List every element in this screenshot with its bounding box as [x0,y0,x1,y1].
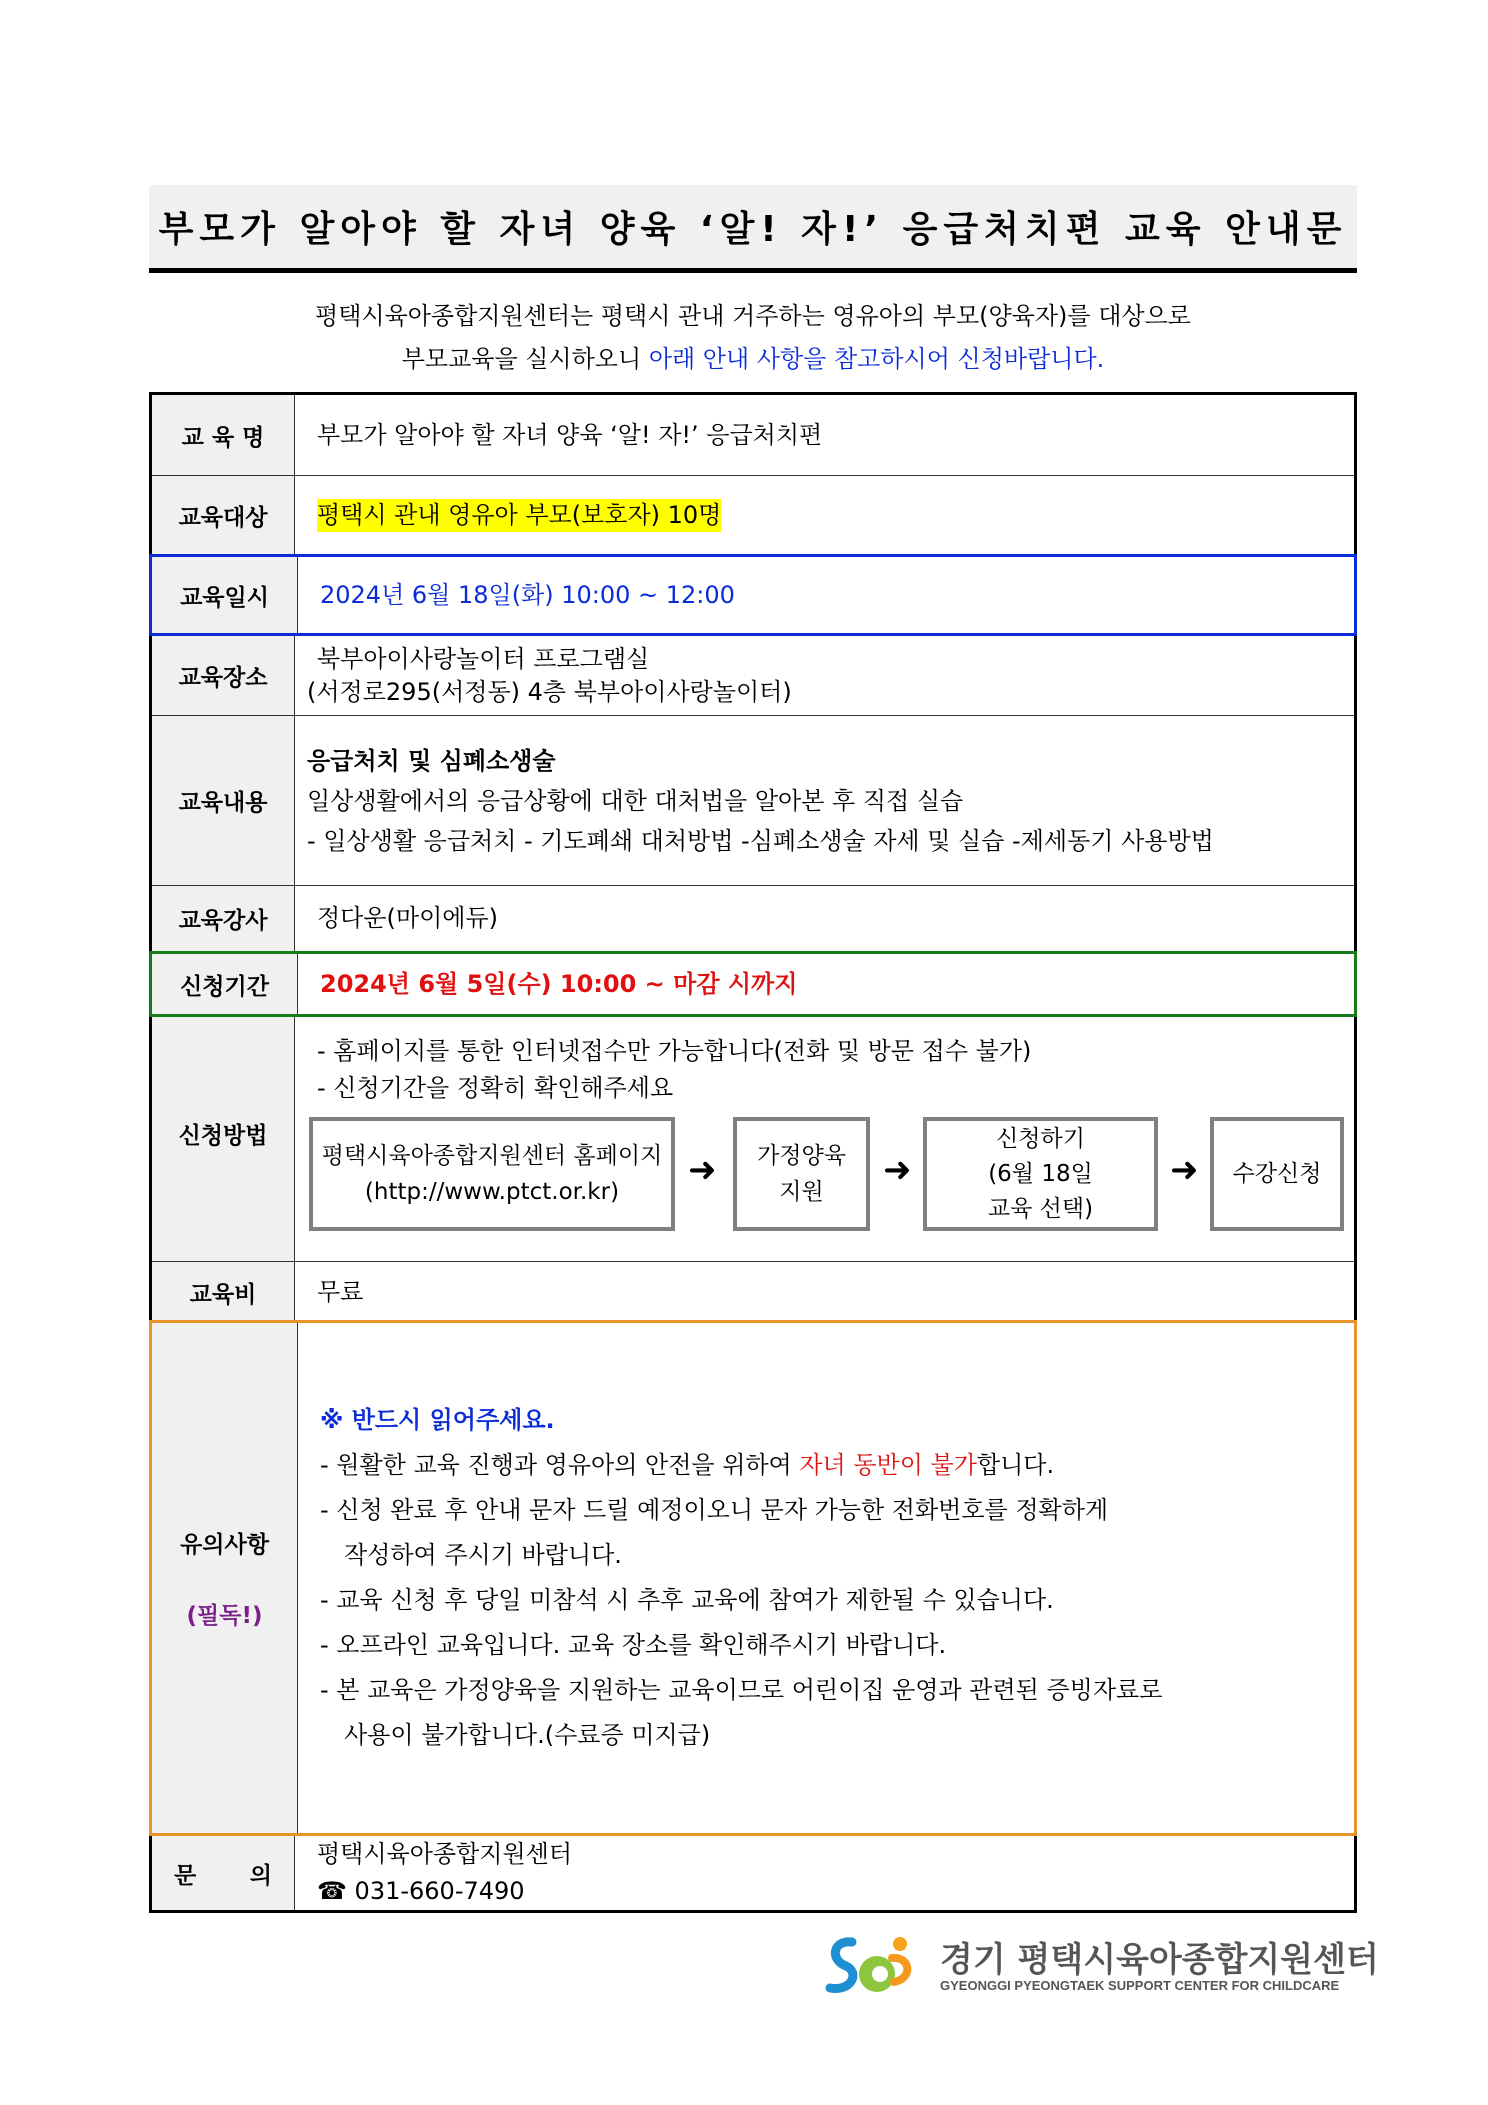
intro-highlight: 아래 안내 사항을 참고하시어 신청바랍니다. [648,345,1105,373]
step-apply [923,1117,1158,1231]
intro-line-2 [149,339,1357,374]
arrow-right-icon: ➜ [688,1150,717,1190]
method-line-1: - 홈페이지를 통한 인터넷접수만 가능합니다(전화 및 방문 접수 불가) [317,1037,1032,1065]
content-line-2: - 일상생활 응급처치 - 기도폐쇄 대처방법 -심폐소생술 자세 및 실습 -제세동기 사용방법 [307,826,1214,855]
row-value [295,476,1354,555]
note-2-cont: 작성하여 주시기 바랍니다. [344,1541,622,1569]
row-value: 무료 [317,1277,364,1306]
row-name [152,395,1354,476]
method-line-2: - 신청기간을 정확히 확인해주세요 [317,1074,674,1102]
row-value: 2024년 6월 5일(수) 10:00 ~ 마감 시까지 [320,969,798,998]
row-label: 신청기간 [152,954,298,1014]
row-method [152,1017,1354,1262]
step-text: 신청하기 [996,1125,1085,1152]
notes-heading: ※ 반드시 읽어주세요. [320,1406,555,1434]
step-text: 수강신청 [1232,1161,1322,1187]
row-label: 교육일시 [152,557,298,633]
contact-label-part: 문 [174,1862,197,1889]
row-label [152,1836,295,1910]
content-line-1: 일상생활에서의 응급상황에 대한 대처법을 알아본 후 직접 실습 [307,786,964,815]
step-register [1210,1117,1344,1231]
arrow-right-icon: ➜ [883,1150,912,1190]
row-label: 교육대상 [152,476,295,555]
row-contact [152,1836,1354,1910]
step-homepage [309,1117,675,1231]
row-value [295,636,1354,715]
content-heading: 응급처치 및 심폐소생술 [307,746,556,775]
row-value: 정다운(마이에듀) [317,904,499,932]
row-value: 2024년 6월 18일(화) 10:00 ~ 12:00 [320,580,735,609]
row-value [295,716,1354,885]
note-5-cont: 사용이 불가합니다.(수료증 미지급) [344,1721,711,1749]
phone-icon: ☎ [317,1877,347,1905]
row-value [298,1323,1354,1833]
place-line-2: (서정로295(서정동) 4층 북부아이사랑놀이터) [307,677,792,706]
contact-org: 평택시육아종합지원센터 [317,1840,573,1868]
notes-sublabel: (필독!) [186,1603,263,1629]
row-content [152,716,1354,886]
step-text: (6월 18일 [988,1160,1093,1187]
row-instructor [152,886,1354,952]
row-label: 교육강사 [152,886,295,951]
note-3: - 교육 신청 후 당일 미참석 시 추후 교육에 참여가 제한될 수 있습니다. [320,1586,1054,1614]
arrow-right-icon: ➜ [1170,1150,1199,1190]
note-1 [320,1443,1354,1488]
target-value: 평택시 관내 영유아 부모(보호자) 10명 [317,499,721,532]
note-2: - 신청 완료 후 안내 문자 드릴 예정이오니 문자 가능한 전화번호를 정확하게 [320,1496,1109,1524]
logo-title: 경기 평택시육아종합지원센터 [940,1940,1379,1980]
row-fee [152,1262,1354,1323]
note-4: - 오프라인 교육입니다. 교육 장소를 확인해주시기 바랍니다. [320,1631,947,1659]
row-value [295,1017,1354,1261]
center-logo [822,1930,1379,2005]
row-value [295,1836,1354,1910]
note-text: 합니다. [976,1451,1055,1479]
intro-line-1: 평택시육아종합지원센터는 평택시 관내 거주하는 영유아의 부모(양육자)를 대상으로 [315,302,1191,330]
row-value: 부모가 알아야 할 자녀 양육 ‘알! 자!’ 응급처치편 [317,420,823,449]
row-period [149,951,1357,1017]
phone-number: 031-660-7490 [354,1877,525,1905]
row-place [152,636,1354,716]
row-label: 교육내용 [152,716,295,885]
note-5: - 본 교육은 가정양육을 지원하는 교육이므로 어린이집 운영과 관련된 증빙자료로 [320,1676,1163,1704]
logo-mark-icon [822,1930,917,2002]
step-text: 평택시육아종합지원센터 홈페이지 [321,1143,663,1169]
contact-phone [317,1873,1354,1910]
notes-label: 유의사항 [180,1532,269,1558]
note-text: - 원활한 교육 진행과 영유아의 안전을 위하여 [320,1451,800,1479]
place-line-1: 북부아이사랑놀이터 프로그램실 [317,644,650,673]
contact-label-part: 의 [249,1862,272,1889]
step-text: 가정양육 [757,1143,846,1169]
intro-text: 부모교육을 실시하오니 [401,345,649,373]
step-text: 교육 선택) [987,1195,1094,1222]
page-title: 부모가 알아야 할 자녀 양육 ‘알! 자!’ 응급처치편 교육 안내문 [149,185,1357,273]
logo-subtitle: GYEONGGI PYEONGTAEK SUPPORT CENTER FOR CHILDCARE [940,1978,1340,1993]
step-home-parenting [733,1117,870,1231]
row-label [152,1323,298,1833]
row-label: 신청방법 [152,1017,295,1261]
step-text: 지원 [779,1179,824,1205]
row-notes [149,1320,1357,1836]
row-datetime [149,554,1357,636]
row-label: 교육비 [152,1262,295,1322]
row-label: 교육장소 [152,636,295,715]
note-emphasis: 자녀 동반이 불가 [799,1451,977,1479]
row-label: 교 육 명 [152,395,295,475]
row-target [152,476,1354,556]
info-table [149,392,1357,1913]
step-url: (http://www.ptct.or.kr) [364,1179,620,1205]
